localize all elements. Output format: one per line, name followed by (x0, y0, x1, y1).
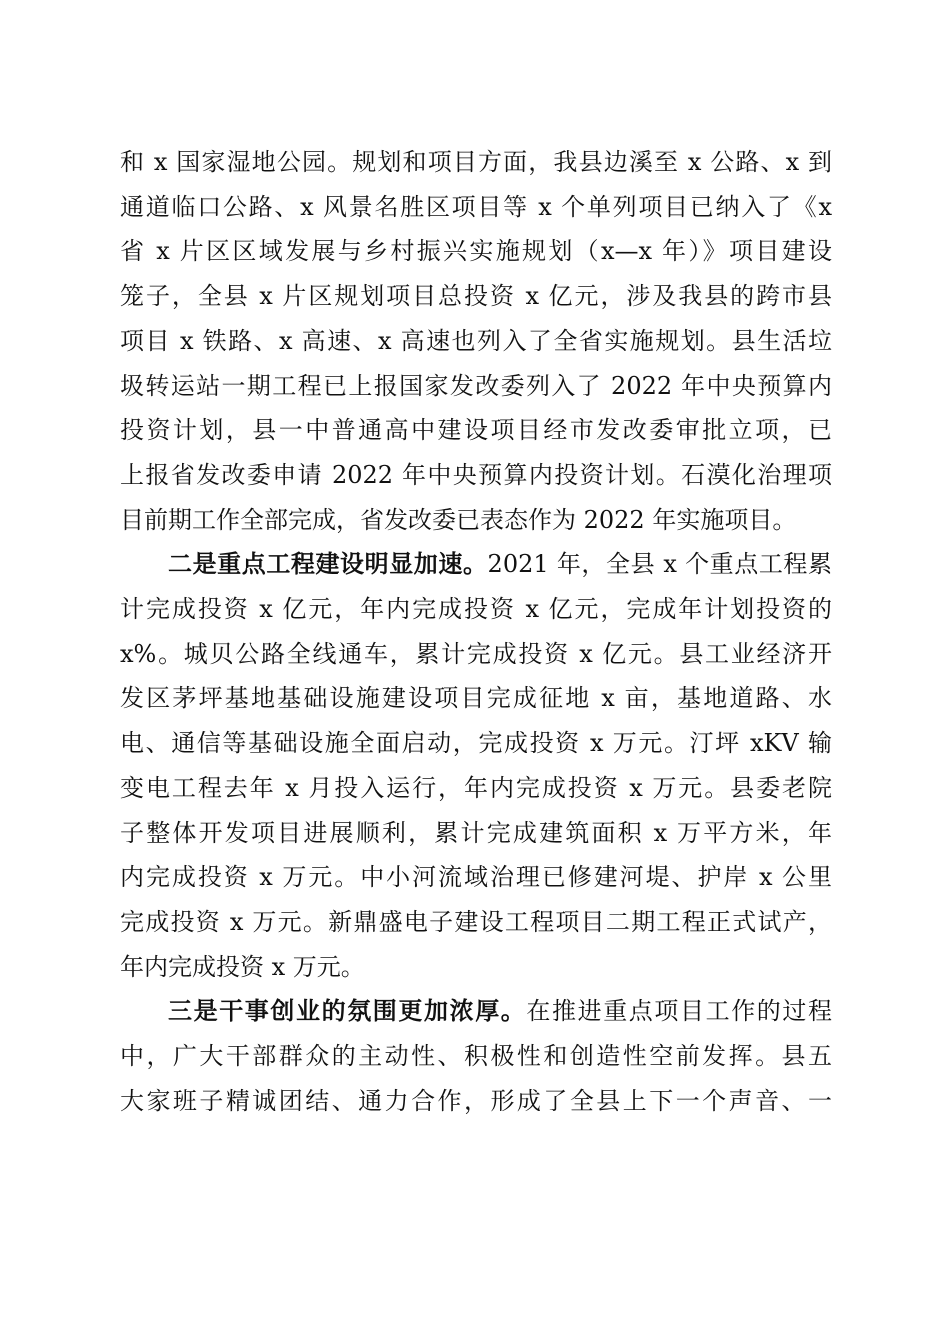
text-line: 笼子，全县 x 片区规划项目总投资 x 亿元，涉及我县的跨市县 (120, 282, 832, 311)
text-line: 计完成投资 x 亿元，年内完成投资 x 亿元，完成年计划投资的 (120, 595, 832, 624)
text-line: 发区茅坪基地基础设施建设项目完成征地 x 亩，基地道路、水 (120, 684, 832, 713)
text-line: 项目 x 铁路、x 高速、x 高速也列入了全省实施规划。县生活垃 (120, 326, 832, 355)
text-line: 大家班子精诚团结、通力合作，形成了全县上下一个声音、一 (120, 1086, 832, 1115)
text-line: 上报省发改委申请 2022 年中央预算内投资计划。石漠化治理项 (120, 460, 832, 489)
text-line-first (120, 989, 832, 1034)
paragraph-2 (120, 542, 832, 989)
text-line: x%。城贝公路全线通车，累计完成投资 x 亿元。县工业经济开 (120, 639, 832, 668)
text-line: 省 x 片区区域发展与乡村振兴实施规划（x—x 年）》项目建设 (120, 237, 832, 266)
text-line: 和 x 国家湿地公园。规划和项目方面，我县边溪至 x 公路、x 到 (120, 148, 832, 176)
paragraph-lead: 三是干事创业的氛围更加浓厚。 (168, 996, 527, 1026)
text-line: 电、通信等基础设施全面启动，完成投资 x 万元。汀坪 xKV 输 (120, 729, 832, 758)
paragraph-3 (120, 989, 832, 1123)
text-line: 内完成投资 x 万元。中小河流域治理已修建河堤、护岸 x 公里 (120, 863, 832, 892)
paragraph-1 (120, 140, 832, 542)
text-line: 投资计划，县一中普通高中建设项目经市发改委审批立项，已 (120, 416, 832, 445)
text-line: 通道临口公路、x 风景名胜区项目等 x 个单列项目已纳入了《x (120, 192, 832, 221)
text-line: 变电工程去年 x 月投入运行，年内完成投资 x 万元。县委老院 (120, 773, 832, 802)
document-body (120, 140, 832, 1123)
text-line: 目前期工作全部完成，省发改委已表态作为 2022 年实施项目。 (120, 505, 797, 534)
paragraph-first-rest: 2021 年，全县 x 个重点工程累 (487, 550, 833, 579)
text-line: 完成投资 x 万元。新鼎盛电子建设工程项目二期工程正式试产， (120, 907, 832, 936)
paragraph-lead: 二是重点工程建设明显加速。 (168, 549, 488, 579)
text-line: 子整体开发项目进展顺利，累计完成建筑面积 x 万平方米，年 (120, 818, 832, 847)
text-line: 年内完成投资 x 万元。 (120, 952, 365, 981)
text-line: 圾转运站一期工程已上报国家发改委列入了 2022 年中央预算内 (120, 371, 832, 400)
paragraph-first-rest: 在推进重点项目工作的过程 (526, 997, 833, 1026)
text-line: 中，广大干部群众的主动性、积极性和创造性空前发挥。县五 (120, 1042, 832, 1071)
text-line-first (120, 542, 832, 587)
